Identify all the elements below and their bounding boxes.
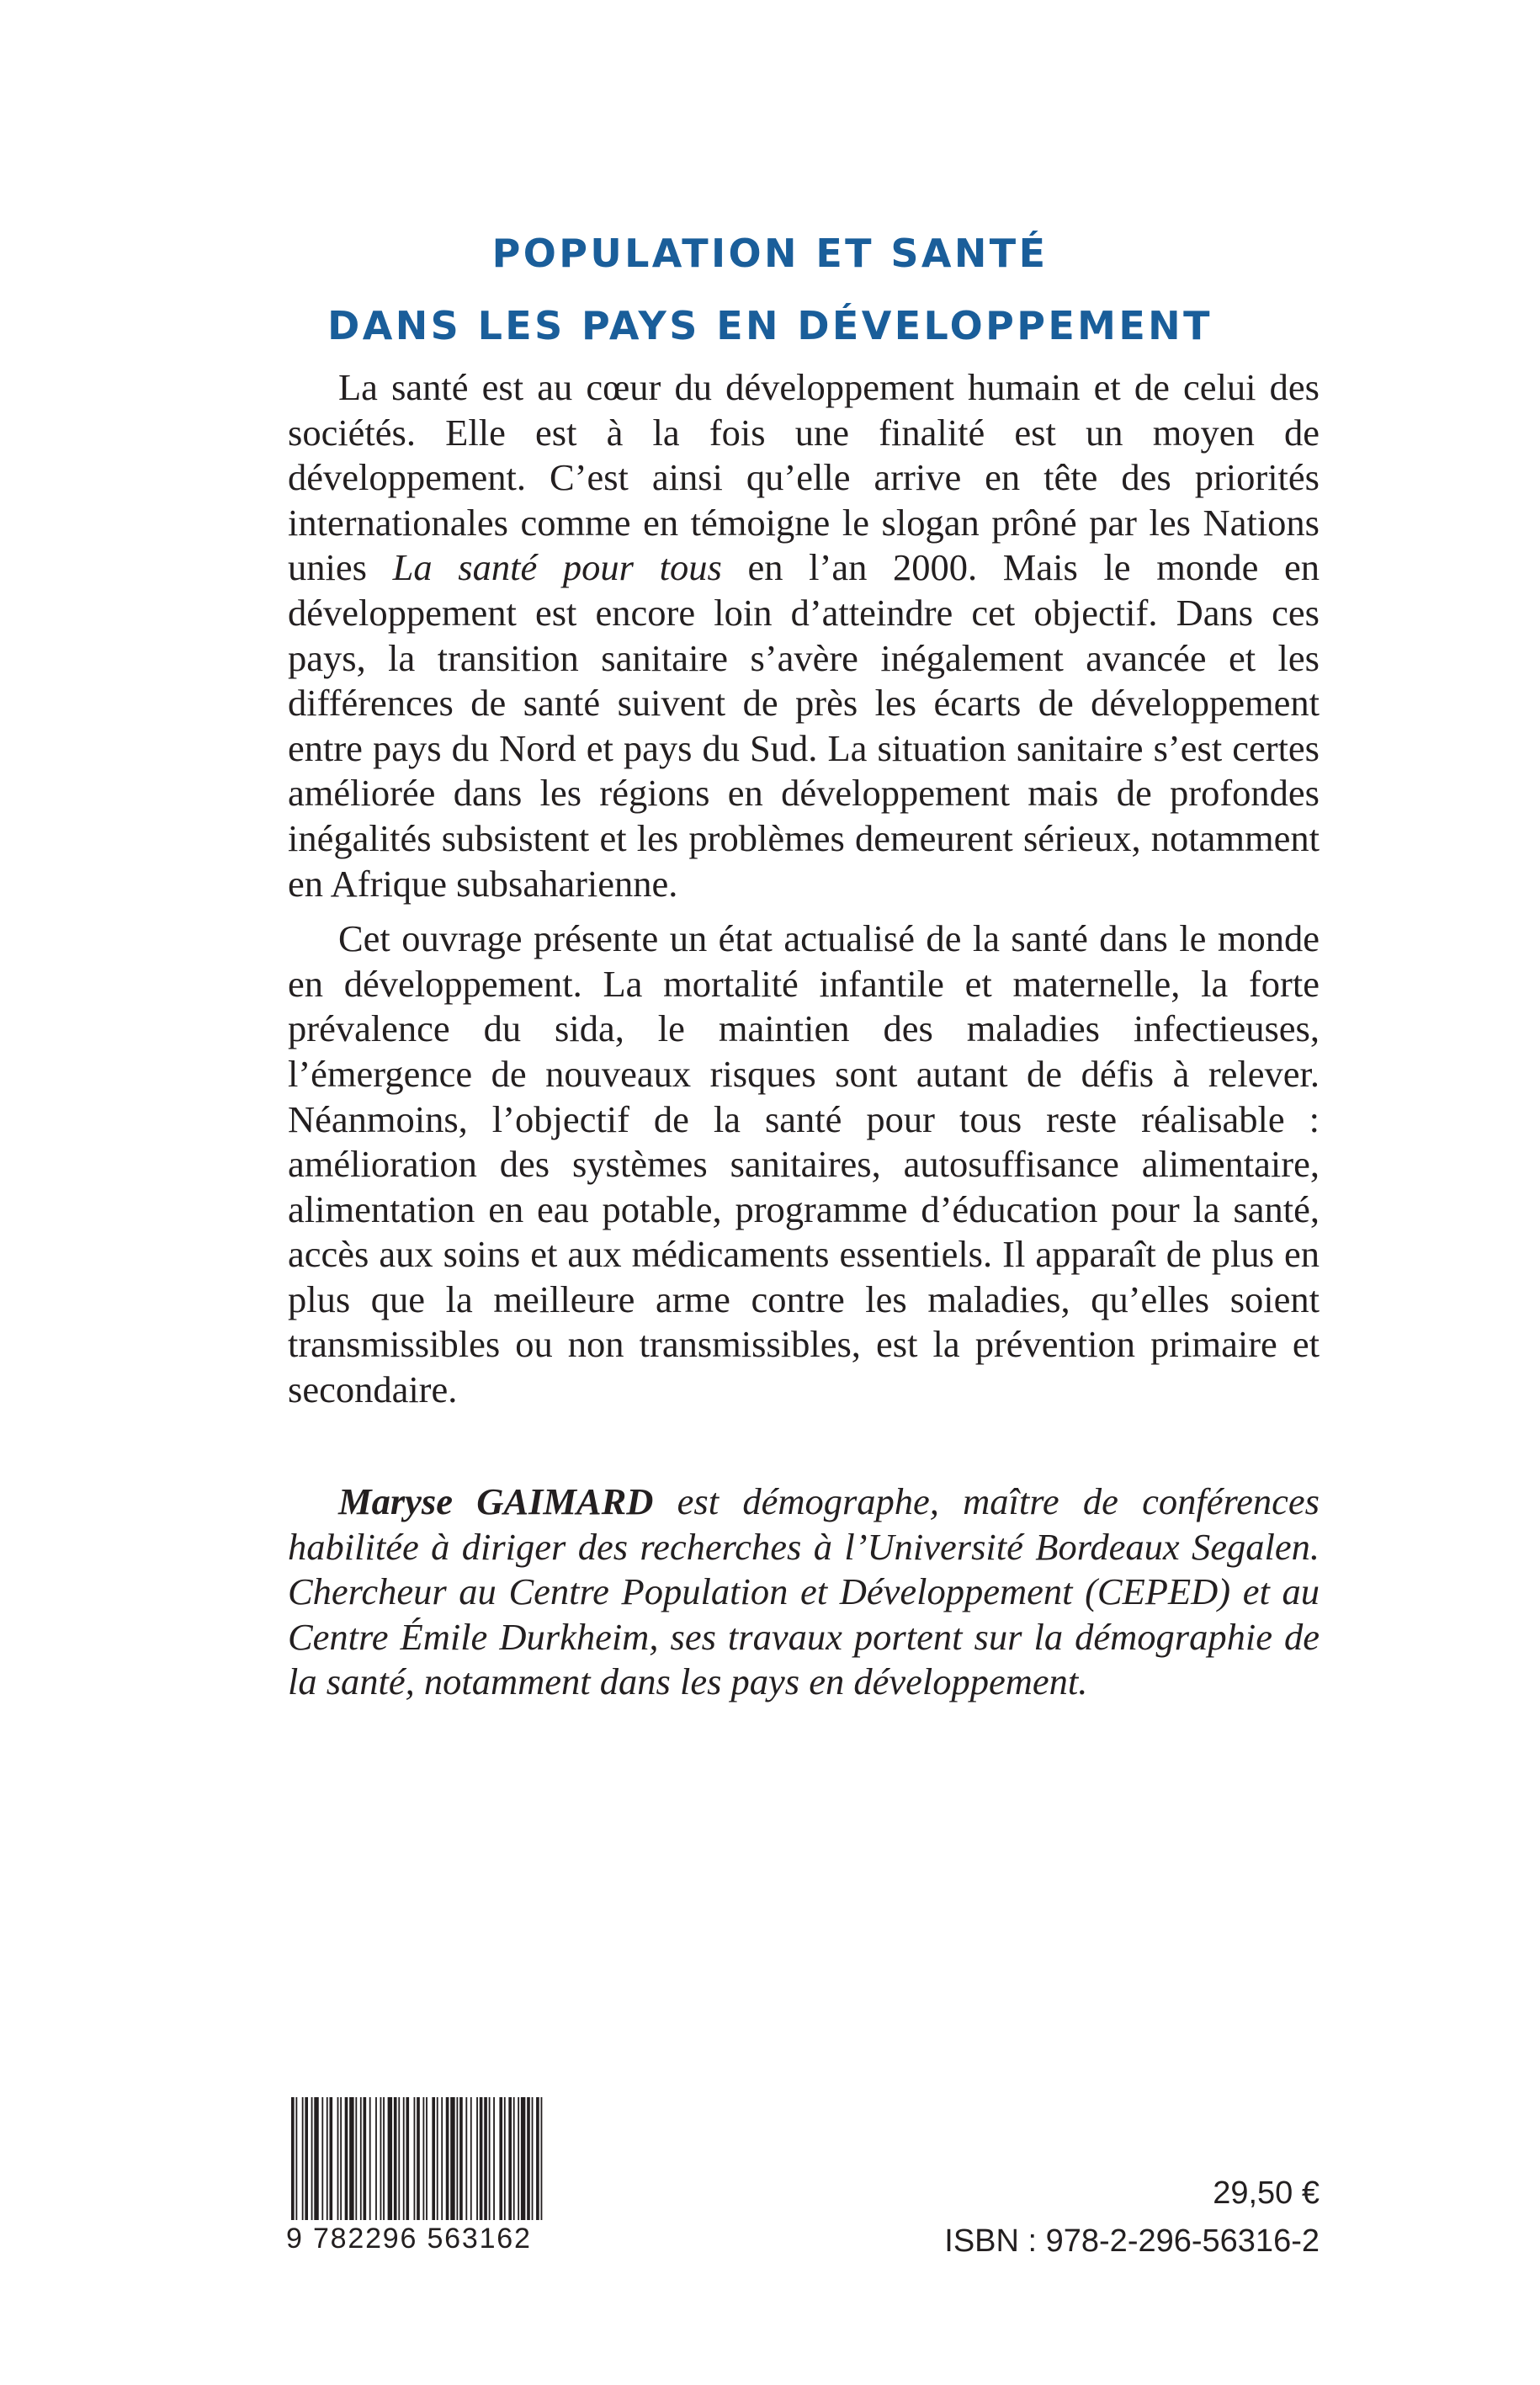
barcode-bar (305, 2097, 308, 2220)
barcode-bar (521, 2097, 525, 2220)
barcode-bar (426, 2097, 427, 2220)
barcode-bar (499, 2097, 502, 2220)
barcode-bar (349, 2097, 353, 2220)
barcode-bar (329, 2097, 332, 2220)
barcode (291, 2097, 545, 2220)
book-title (0, 217, 1540, 362)
barcode-bar (450, 2097, 454, 2220)
barcode-bar (345, 2097, 348, 2220)
barcode-bar (398, 2097, 400, 2220)
barcode-bar (360, 2097, 362, 2220)
barcode-bar (527, 2097, 530, 2220)
barcode-bar (493, 2097, 495, 2220)
barcode-bar (437, 2097, 438, 2220)
barcode-bar (480, 2097, 483, 2220)
price: 29,50 € (1213, 2175, 1320, 2211)
barcode-bar (403, 2097, 405, 2220)
book-title-line-2: DANS LES PAYS EN DÉVELOPPEMENT (327, 303, 1213, 348)
barcode-bar (513, 2097, 515, 2220)
barcode-bar (321, 2097, 323, 2220)
barcode-bar (388, 2097, 392, 2220)
barcode-bar (541, 2097, 543, 2220)
barcode-bar (355, 2097, 357, 2220)
barcode-bar (456, 2097, 458, 2220)
barcode-digits: 9 782296 563162 (286, 2223, 532, 2255)
barcode-bar (422, 2097, 424, 2220)
barcode-bar (459, 2097, 463, 2220)
barcode-bar (302, 2097, 304, 2220)
barcode-bar (406, 2097, 409, 2220)
isbn: ISBN : 978-2-296-56316-2 (944, 2223, 1320, 2259)
author-bio-text: est démographe, maître de conférences habilitée à diriger des recherches à l’Université Bordeaux Segalen. Chercheur au Centre Population et Développement (CEPED) et au Centre Émile Durkheim, ses travaux portent sur la démographie de la santé, notamment dans les pays en développement. (288, 1480, 1320, 1703)
barcode-bar (489, 2097, 491, 2220)
barcode-bar (380, 2097, 382, 2220)
summary-paragraph-2: Cet ouvrage présente un état actualisé de la santé dans le monde en développement. La mortalité infantile et maternelle, la forte prévalence du sida, le maintien des maladies infectieuses, l’émergence de nouveaux risques sont autant de défis à relever. Néanmoins, l’objectif de la santé pour tous reste réalisable : amélioration des systèmes sanitaires, autosuffisance alimentaire, alimentation en eau potable, programme d’éducation pour la santé, accès aux soins et aux médicaments essentiels. Il apparaît de plus en plus que la meilleure arme contre les maladies, qu’elles soient transmissibles ou non transmissibles, est la prévention primaire et secondaire. (288, 917, 1320, 1411)
barcode-bar (508, 2097, 512, 2220)
author-name: Maryse GAIMARD (338, 1480, 654, 1522)
barcode-bar (327, 2097, 328, 2220)
barcode-bar (369, 2097, 371, 2220)
barcode-bar (414, 2097, 416, 2220)
barcode-bar (340, 2097, 342, 2220)
barcode-bar (518, 2097, 519, 2220)
barcode-bar (465, 2097, 467, 2220)
back-cover-summary (288, 365, 1320, 1423)
barcode-bar (394, 2097, 397, 2220)
barcode-bar (476, 2097, 478, 2220)
barcode-bar (446, 2097, 449, 2220)
summary-paragraph-1: La santé est au cœur du développement humain et de celui des sociétés. Elle est à la fois une finalité est un moyen de développement. C’est ainsi qu’elle arrive en tête des priorités internationales comme en témoigne le slogan prôné par les Nations unies La santé pour tous en l’an 2000. Mais le monde en développement est encore loin d’atteindre cet objectif. Dans ces pays, la transition sanitaire s’avère inégalement avancée et les différences de santé suivent de près les écarts de développement entre pays du Nord et pays du Sud. La situation sanitaire s’est certes améliorée dans les régions en développement mais de profondes inégalités subsistent et les problèmes demeurent sérieux, notamment en Afrique subsaharienne. (288, 366, 1320, 905)
barcode-bar (470, 2097, 472, 2220)
barcode-bar (417, 2097, 420, 2220)
barcode-bar (532, 2097, 534, 2220)
barcode-bar (337, 2097, 339, 2220)
barcode-bar (504, 2097, 506, 2220)
slogan: La santé pour tous (392, 546, 722, 589)
barcode-bar (383, 2097, 385, 2220)
barcode-bar (291, 2097, 295, 2220)
author-bio (288, 1479, 1320, 1705)
barcode-bar (364, 2097, 367, 2220)
barcode-bar (311, 2097, 313, 2220)
book-title-line-1: POPULATION ET SANTÉ (491, 231, 1049, 276)
barcode-bar (295, 2097, 297, 2220)
barcode-bar (536, 2097, 539, 2220)
barcode-bar (441, 2097, 443, 2220)
barcode-bar (484, 2097, 487, 2220)
barcode-bar (432, 2097, 435, 2220)
barcode-bar (314, 2097, 318, 2220)
barcode-bar (375, 2097, 377, 2220)
